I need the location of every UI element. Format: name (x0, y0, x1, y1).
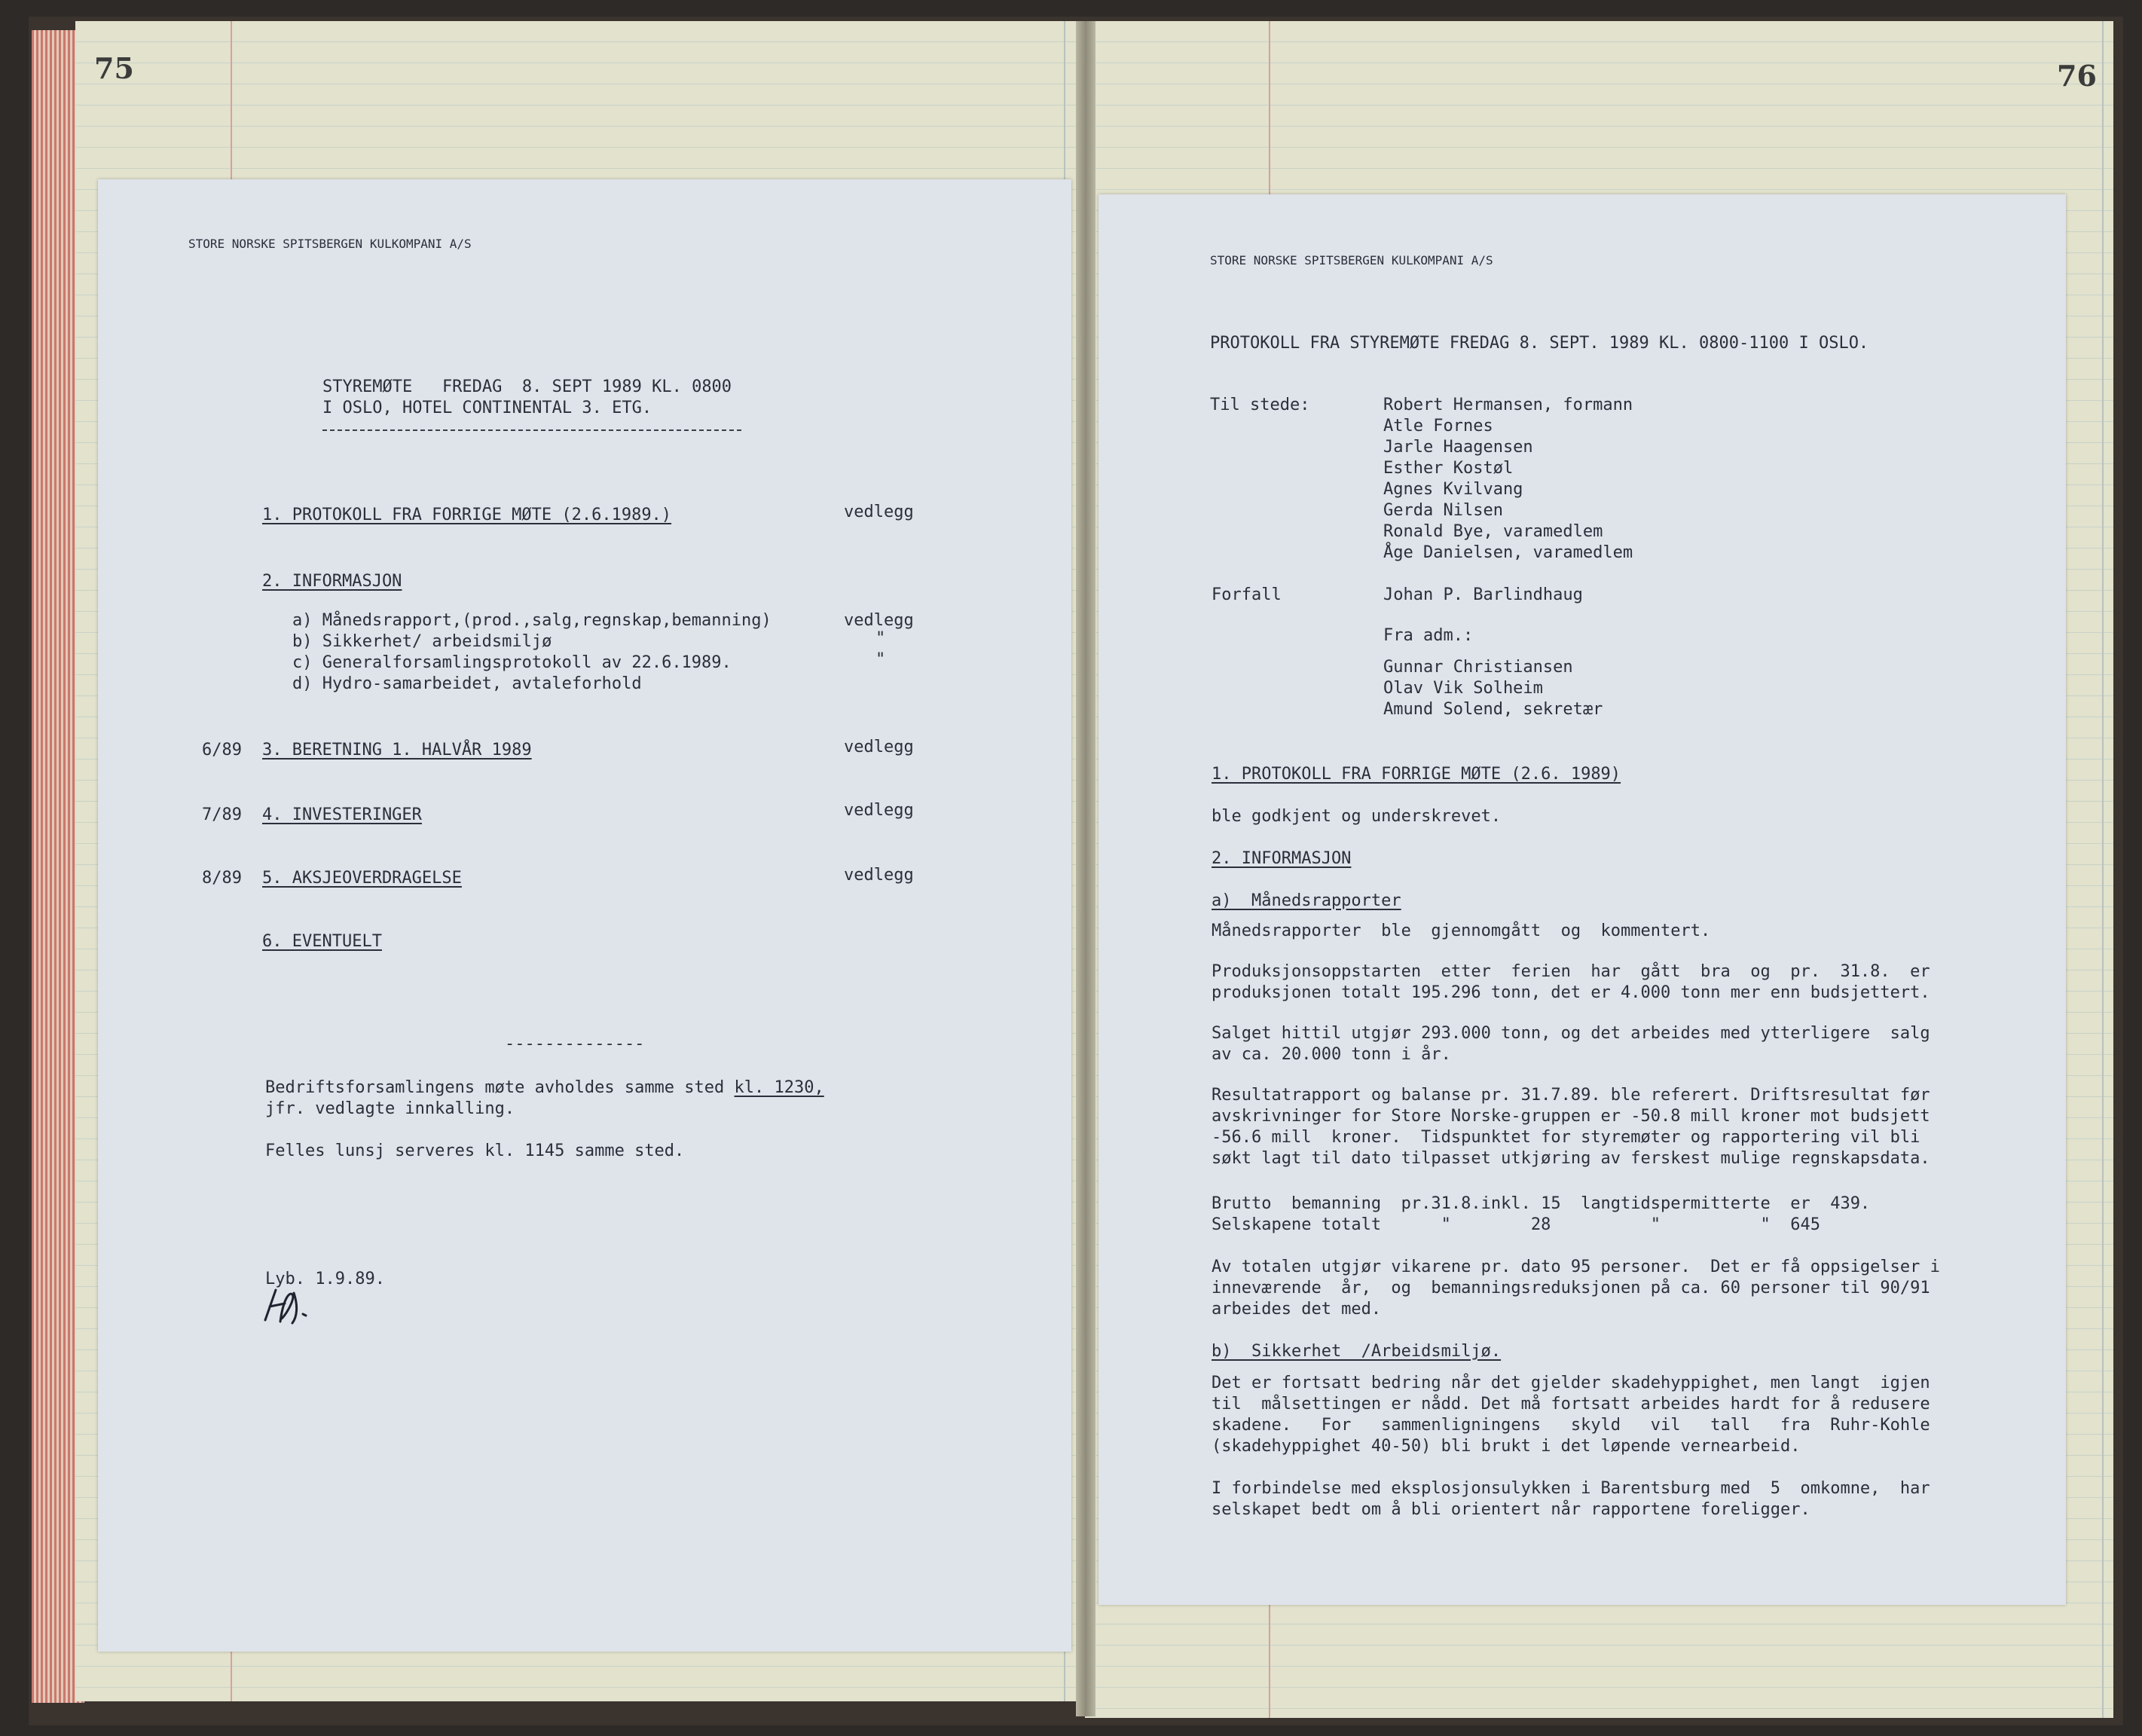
agenda-item-4-ref: 7/89 (202, 805, 242, 824)
section-2a-p6-line2: inneværende år, og bemanningsreduksjonen på ca. 60 personer til 90/91 (1212, 1279, 1930, 1297)
agenda-item-6: 6. EVENTUELT (262, 932, 382, 951)
present-member-5: Agnes Kvilvang (1383, 480, 1523, 499)
agenda-item-2c-note: " (875, 650, 886, 669)
agenda-item-1: 1. PROTOKOLL FRA FORRIGE MØTE (2.6.1989.) (262, 506, 672, 524)
section-separator: -------------- (505, 1035, 645, 1053)
present-member-6: Gerda Nilsen (1383, 501, 1503, 520)
agenda-item-1-note: vedlegg (844, 503, 914, 521)
agenda-item-5: 5. AKSJEOVERDRAGELSE (262, 869, 462, 888)
agenda-item-4-note: vedlegg (844, 801, 914, 820)
page-number-right: 76 (2057, 59, 2097, 93)
section-2b-p1-line3: skadene. For sammenligningens skyld vil tall fra Ruhr-Kohle (1212, 1416, 1930, 1435)
section-2a-heading: a) Månedsrapporter (1212, 891, 1401, 910)
section-2b-p1-line2: til målsettingen er nådd. Det må fortsatt arbeides hardt for å redusere (1212, 1395, 1930, 1414)
present-member-4: Esther Kostøl (1383, 459, 1514, 478)
present-member-2: Atle Fornes (1383, 417, 1493, 436)
assembly-meeting-line1: Bedriftsforsamlingens møte avholdes samme sted kl. 1230, (265, 1078, 824, 1097)
section-2a-p2-line2: produksjonen totalt 195.296 tonn, det er 4.000 tonn mer enn budsjettert. (1212, 983, 1930, 1002)
present-label: Til stede: (1210, 396, 1310, 414)
adm-member-1: Gunnar Christiansen (1383, 658, 1573, 677)
section-2b-p1-line1: Det er fortsatt bedring når det gjelder skadehyppighet, men langt igjen (1212, 1374, 1930, 1392)
section-2a-p4-line1: Resultatrapport og balanse pr. 31.7.89. ble referert. Driftsresultat før (1212, 1086, 1930, 1105)
minutes-sheet (1099, 194, 2066, 1605)
present-member-3: Jarle Haagensen (1383, 438, 1533, 457)
meeting-heading-line2: I OSLO, HOTEL CONTINENTAL 3. ETG. (322, 399, 652, 417)
agenda-item-2c: c) Generalforsamlingsprotokoll av 22.6.1989. (292, 653, 732, 672)
present-member-1: Robert Hermansen, formann (1383, 396, 1633, 414)
agenda-item-4: 4. INVESTERINGER (262, 805, 422, 824)
section-2a-p3-line1: Salget hittil utgjør 293.000 tonn, og det arbeides med ytterligere salg (1212, 1024, 1930, 1043)
company-name: STORE NORSKE SPITSBERGEN KULKOMPANI A/S (1210, 253, 1493, 267)
agenda-item-2d: d) Hydro-samarbeidet, avtaleforhold (292, 674, 642, 693)
section-2a-p6-line1: Av totalen utgjør vikarene pr. dato 95 personer. Det er få oppsigelser i (1212, 1258, 1940, 1276)
section-1-heading: 1. PROTOKOLL FRA FORRIGE MØTE (2.6. 1989) (1212, 765, 1621, 784)
page-number-left: 75 (94, 51, 134, 85)
section-2-heading: 2. INFORMASJON (1212, 849, 1352, 868)
assembly-meeting-line2: jfr. vedlagte innkalling. (265, 1099, 515, 1118)
absent-member: Johan P. Barlindhaug (1383, 585, 1583, 604)
agenda-item-5-ref: 8/89 (202, 869, 242, 888)
section-2a-p4-line2: avskrivninger for Store Norske-gruppen er -50.8 mill kroner mot budsjett (1212, 1107, 1930, 1126)
agenda-item-2a-note: vedlegg (844, 611, 914, 630)
margin-rule-right-outer (2102, 21, 2104, 1718)
present-member-8: Åge Danielsen, varamedlem (1383, 543, 1633, 562)
section-2a-p3-line2: av ca. 20.000 tonn i år. (1212, 1045, 1451, 1064)
adm-label: Fra adm.: (1383, 626, 1474, 645)
agenda-item-3: 3. BERETNING 1. HALVÅR 1989 (262, 741, 532, 760)
place-date: Lyb. 1.9.89. (265, 1270, 385, 1288)
agenda-item-2b-note: " (875, 629, 886, 648)
present-member-7: Ronald Bye, varamedlem (1383, 522, 1603, 541)
book-gutter (1076, 21, 1095, 1716)
absent-label: Forfall (1212, 585, 1282, 604)
adm-member-2: Olav Vik Solheim (1383, 679, 1543, 698)
section-2a-p4-line3: -56.6 mill kroner. Tidspunktet for styremøter og rapportering vil bli (1212, 1128, 1920, 1147)
minutes-title: PROTOKOLL FRA STYREMØTE FREDAG 8. SEPT. 1989 KL. 0800-1100 I OSLO. (1210, 334, 1869, 353)
section-1-text: ble godkjent og underskrevet. (1212, 807, 1502, 826)
adm-member-3: Amund Solend, sekretær (1383, 700, 1603, 719)
assembly-meeting-time: kl. 1230, (734, 1078, 824, 1097)
heading-underline (322, 429, 741, 431)
section-2b-p2-line1: I forbindelse med eksplosjonsulykken i Barentsburg med 5 omkomne, har (1212, 1479, 1930, 1498)
agenda-item-2: 2. INFORMASJON (262, 572, 402, 591)
section-2b-heading: b) Sikkerhet /Arbeidsmiljø. (1212, 1342, 1502, 1361)
meeting-heading-line1: STYREMØTE FREDAG 8. SEPT 1989 KL. 0800 (322, 377, 732, 396)
section-2a-p1: Månedsrapporter ble gjennomgått og kommentert. (1212, 921, 1711, 940)
agenda-item-3-ref: 6/89 (202, 741, 242, 760)
section-2a-p5-line1: Brutto bemanning pr.31.8.inkl. 15 langtidspermitterte er 439. (1212, 1194, 1871, 1213)
section-2a-p6-line3: arbeides det med. (1212, 1300, 1382, 1319)
agenda-item-2b: b) Sikkerhet/ arbeidsmiljø (292, 632, 552, 651)
company-name: STORE NORSKE SPITSBERGEN KULKOMPANI A/S (188, 237, 472, 251)
agenda-item-3-note: vedlegg (844, 738, 914, 756)
section-2a-p4-line4: søkt lagt til dato tilpasset utkjøring av ferskest mulige regnskapsdata. (1212, 1149, 1930, 1168)
agenda-item-2a: a) Månedsrapport,(prod.,salg,regnskap,bemanning) (292, 611, 772, 630)
section-2b-p2-line2: selskapet bedt om å bli orientert når rapportene foreligger. (1212, 1500, 1810, 1519)
agenda-item-5-note: vedlegg (844, 866, 914, 885)
agenda-sheet (98, 179, 1071, 1652)
section-2b-p1-line4: (skadehyppighet 40-50) bli brukt i det løpende vernearbeid. (1212, 1437, 1801, 1456)
section-2a-p2-line1: Produksjonsoppstarten etter ferien har gått bra og pr. 31.8. er (1212, 962, 1930, 981)
section-2a-p5-line2: Selskapene totalt " 28 " " 645 (1212, 1215, 1820, 1234)
lunch-note: Felles lunsj serveres kl. 1145 samme sted. (265, 1142, 685, 1160)
signature-initials (259, 1284, 327, 1329)
